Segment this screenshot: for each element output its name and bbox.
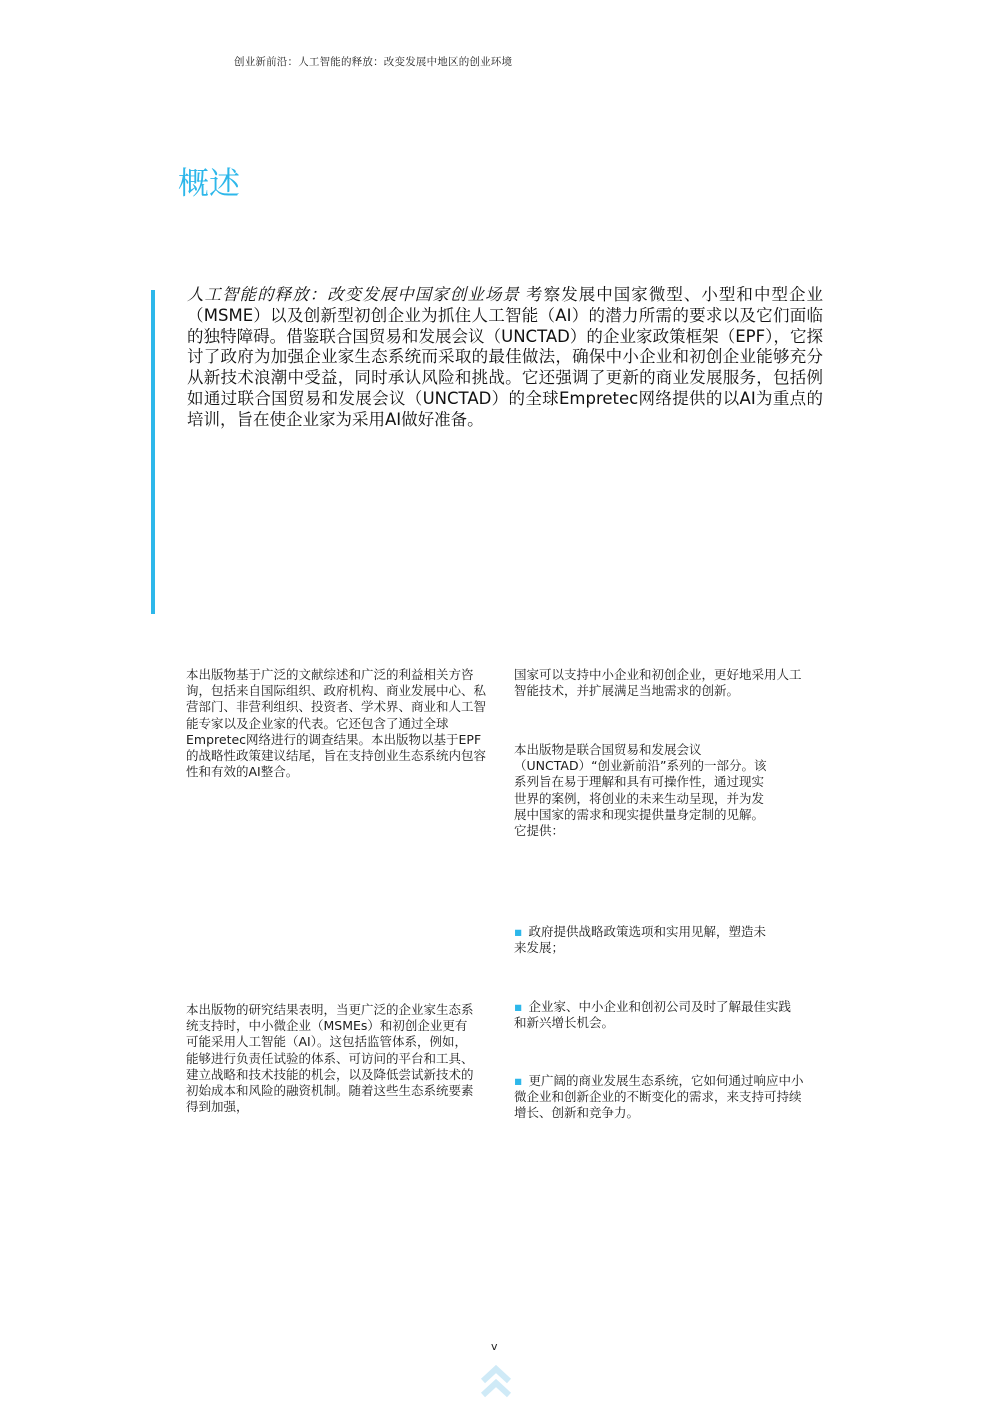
double-chevron-up-svg	[478, 1364, 514, 1400]
double-chevron-up-icon[interactable]	[478, 1364, 514, 1400]
lead-text: 考察发展中国家微型、小型和中型企业（MSME）以及创新型初创企业为抓住人工智能（AI）的潜力所需的要求以及它们面临的独特障碍。借鉴联合国贸易和发展会议（UNCTAD）的企业家政策框架（EPF），它探讨了政府为加强企业家生态系统而采取的最佳做法，确保中小企业和初创企业能够充分从新技术浪潮中受益，同时承认风险和挑战。它还强调了更新的商业发展服务，包括例如通过联合国贸易和发展会议（UNCTAD）的全球Empretec网络提供的以AI为重点的培训，旨在使企业家为采用AI做好准备。	[187, 285, 824, 429]
bullet-marker: ▪	[514, 924, 523, 939]
section-title: 概述	[178, 166, 240, 202]
bullet-text: 企业家、中小企业和创初公司及时了解最佳实践和新兴增长机会。	[514, 999, 791, 1031]
accent-bar	[151, 290, 155, 614]
bullet-marker: ▪	[514, 1073, 523, 1088]
body-paragraph-left-2: 本出版物的研究结果表明，当更广泛的企业家生态系统支持时，中小微企业（MSMEs）和初创企业更有可能采用人工智能（AI）。这包括监管体系，例如，能够进行负责任试验的体系、可访问的平台和工具、建立战略和技术技能的机会，以及降低尝试新技术的初始成本和风险的融资机制。随着这些生态系统要素得到加强，	[186, 1002, 474, 1115]
running-header: 创业新前沿：人工智能的释放：改变发展中地区的创业环境	[234, 56, 513, 68]
page-number: v	[491, 1340, 498, 1353]
body-paragraph-right-2: 本出版物是联合国贸易和发展会议（UNCTAD）“创业新前沿”系列的一部分。该系列旨在易于理解和具有可操作性，通过现实世界的案例，将创业的未来生动呈现，并为发展中国家的需求和现实提供量身定制的见解。它提供：	[514, 742, 767, 839]
bullet-marker: ▪	[514, 999, 523, 1014]
bullet-text: 更广阔的商业发展生态系统，它如何通过响应中小微企业和创新企业的不断变化的需求，来支持可持续增长、创新和竞争力。	[514, 1073, 804, 1121]
body-paragraph-right-1: 国家可以支持中小企业和初创企业，更好地采用人工智能技术，并扩展满足当地需求的创新。	[514, 667, 802, 699]
lead-italic-title: 人工智能的释放：改变发展中国家创业场景	[187, 285, 520, 304]
lead-paragraph	[187, 285, 823, 431]
bullet-text: 政府提供战略政策选项和实用见解，塑造未来发展；	[514, 924, 766, 956]
body-paragraph-left-1: 本出版物基于广泛的文献综述和广泛的利益相关方咨询，包括来自国际组织、政府机构、商业发展中心、私营部门、非营利组织、投资者、学术界、商业和人工智能专家以及企业家的代表。它还包含了通过全球Empretec网络进行的调查结果。本出版物以基于EPF的战略性政策建议结尾，旨在支持创业生态系统内包容性和有效的AI整合。	[186, 667, 487, 780]
bullet-item	[514, 1073, 806, 1122]
bullet-item	[514, 999, 796, 1031]
bullet-item	[514, 924, 776, 956]
